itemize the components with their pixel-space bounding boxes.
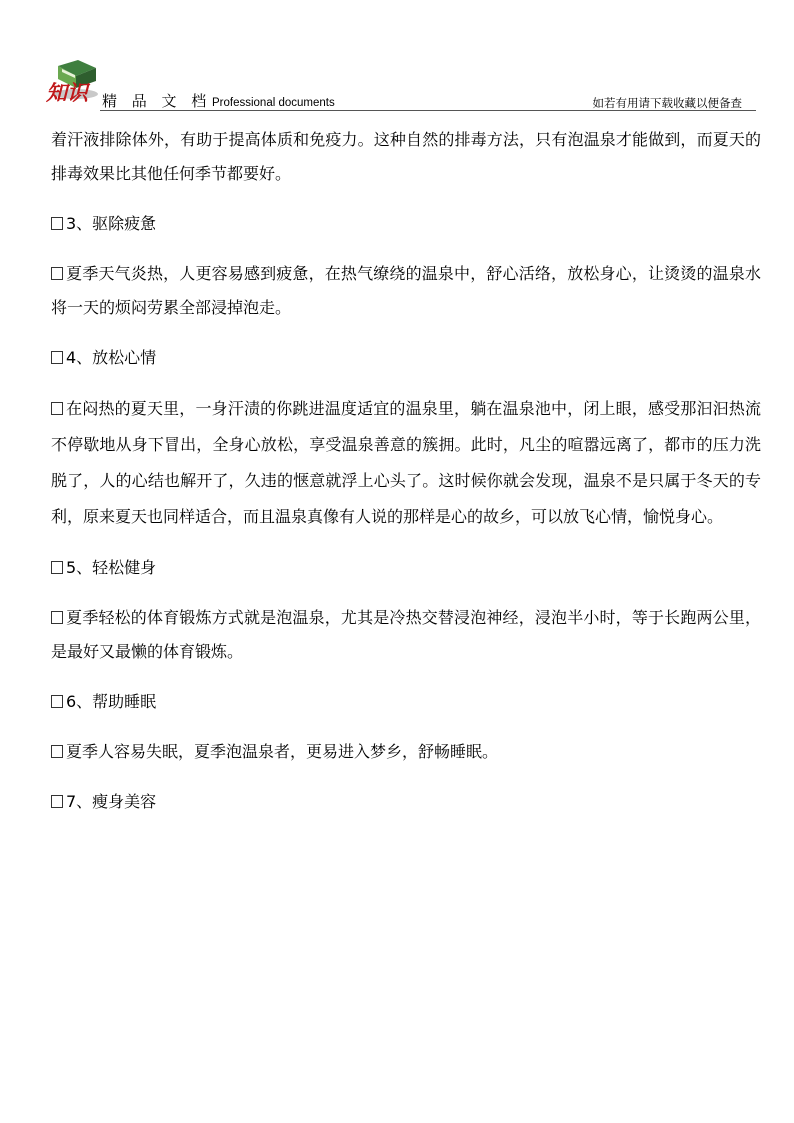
header-subtitle: Professional documents [212,97,335,109]
placeholder-box-icon [51,745,63,758]
section-heading-7 [51,785,761,819]
placeholder-box-icon [51,695,63,708]
paragraph-section-3 [51,257,761,325]
book-logo-icon [44,54,104,106]
placeholder-box-icon [51,611,63,624]
section-heading-4 [51,341,761,375]
heading-text: 7、瘦身美容 [66,792,157,811]
placeholder-box-icon [51,267,63,280]
logo-lettering: 知识 [46,80,88,105]
paragraph-text: 夏季人容易失眠，夏季泡温泉者，更易进入梦乡，舒畅睡眠。 [66,742,499,761]
header-title: 精 品 文 档 [102,92,212,110]
placeholder-box-icon [51,561,63,574]
paragraph-text: 夏季轻松的体育锻炼方式就是泡温泉，尤其是冷热交替浸泡神经，浸泡半小时，等于长跑两公里，是最好又最懒的体育锻炼。 [51,608,761,661]
placeholder-box-icon [51,795,63,808]
section-heading-5 [51,551,761,585]
paragraph-text: 在闷热的夏天里，一身汗渍的你跳进温度适宜的温泉里，躺在温泉池中，闭上眼，感受那汩汩热流不停歇地从身下冒出，全身心放松，享受温泉善意的簇拥。此时，凡尘的喧嚣远离了，都市的压力洗脱了，人的心结也解开了，久违的惬意就浮上心头了。这时候你就会发现，温泉不是只属于冬天的专利，原来夏天也同样适合，而且温泉真像有人说的那样是心的故乡，可以放飞心情，愉悦身心。 [51,399,761,526]
placeholder-box-icon [51,351,63,364]
heading-text: 4、放松心情 [66,348,157,367]
heading-text: 6、帮助睡眠 [66,692,157,711]
heading-text: 3、驱除疲惫 [66,214,157,233]
paragraph-text: 着汗液排除体外，有助于提高体质和免疫力。这种自然的排毒方法，只有泡温泉才能做到，而夏天的排毒效果比其他任何季节都要好。 [51,130,761,183]
section-heading-6 [51,685,761,719]
section-heading-3 [51,207,761,241]
placeholder-box-icon [51,402,63,415]
paragraph-section-5 [51,601,761,669]
header-download-note: 如若有用请下载收藏以便备查 [592,96,742,110]
logo [44,54,104,106]
header-divider [100,110,756,111]
heading-text: 5、轻松健身 [66,558,157,577]
placeholder-box-icon [51,217,63,230]
paragraph-section-4 [51,391,761,535]
paragraph-detox-continued [51,123,761,191]
document-body [51,123,761,819]
paragraph-section-6 [51,735,761,769]
paragraph-text: 夏季天气炎热，人更容易感到疲惫，在热气缭绕的温泉中，舒心活络，放松身心，让烫烫的温泉水将一天的烦闷劳累全部浸掉泡走。 [51,264,761,317]
